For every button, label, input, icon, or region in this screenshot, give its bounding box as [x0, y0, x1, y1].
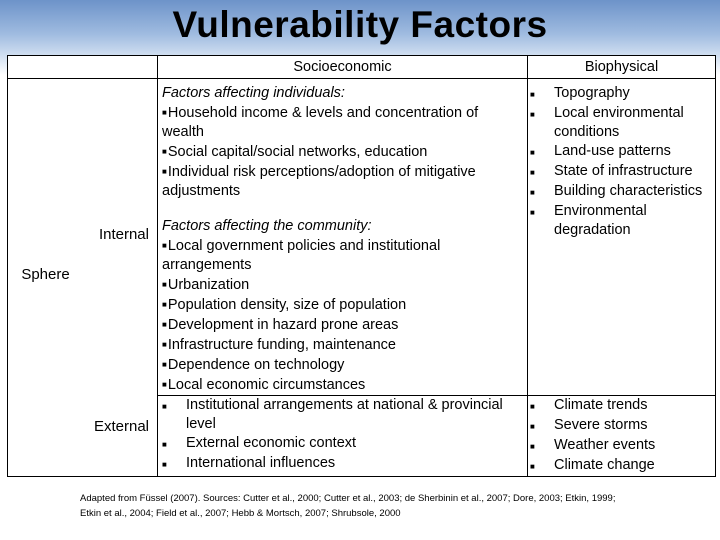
column-header-biophysical: Biophysical: [528, 56, 716, 79]
list-item: ■ Institutional arrangements at national & provincial level: [162, 397, 503, 432]
community-list: [162, 236, 523, 395]
list-item: ■Individual risk perceptions/adoption of mitigative adjustments: [162, 164, 476, 199]
list-item: ■ International influences: [162, 455, 336, 471]
list-item: ■Dependence on technology: [162, 357, 345, 373]
individuals-list: [162, 103, 523, 201]
internal-biophysical-cell: [528, 79, 716, 396]
list-item: ■Household income & levels and concentration of wealth: [162, 105, 479, 140]
slide-title: Vulnerability Factors: [172, 4, 548, 45]
list-item: ■ State of infrastructure: [530, 163, 693, 179]
list-item: ■Infrastructure funding, maintenance: [162, 337, 396, 353]
list-item: ■Local government policies and institutional arrangements: [162, 238, 441, 273]
list-item: ■Local economic circumstances: [162, 377, 366, 393]
community-heading: Factors affecting the community:: [162, 218, 372, 234]
list-item: ■ Land-use patterns: [530, 143, 671, 159]
list-item: ■Social capital/social networks, education: [162, 144, 428, 160]
individuals-heading: Factors affecting individuals:: [162, 85, 345, 101]
list-item: ■ Building characteristics: [530, 183, 703, 199]
external-biophysical-cell: [528, 396, 716, 477]
list-item: ■Urbanization: [162, 277, 250, 293]
external-socioeconomic-cell: [158, 396, 528, 477]
vulnerability-table: [7, 55, 716, 477]
list-item: ■ Environmental degradation: [530, 203, 647, 238]
list-item: ■ External economic context: [162, 435, 357, 451]
list-item: ■Population density, size of population: [162, 297, 407, 313]
list-item: ■ Severe storms: [530, 417, 648, 433]
column-header-socioeconomic: Socioeconomic: [158, 56, 528, 79]
sphere-cell: [8, 79, 158, 477]
source-footnote: Adapted from Füssel (2007). Sources: Cutter et al., 2000; Cutter et al., 2003; de Sherbinin et al., 2007; Dore, 2003; Etkin, 1999; Etkin et al., 2004; Field et al., 2007; Hebb & Mortsch, 2007; Shrubsole, 2000: [80, 493, 616, 519]
list-item: ■ Climate change: [530, 457, 655, 473]
internal-socioeconomic-cell: [158, 79, 528, 396]
list-item: ■ Weather events: [530, 437, 656, 453]
list-item: ■ Local environmental conditions: [530, 105, 684, 140]
internal-label: Internal: [98, 226, 149, 243]
list-item: ■ Topography: [530, 85, 630, 101]
corner-cell: [8, 56, 158, 79]
list-item: ■Development in hazard prone areas: [162, 317, 399, 333]
sphere-label: Sphere: [21, 266, 70, 283]
external-label: External: [93, 418, 149, 435]
list-item: ■ Climate trends: [530, 397, 648, 413]
